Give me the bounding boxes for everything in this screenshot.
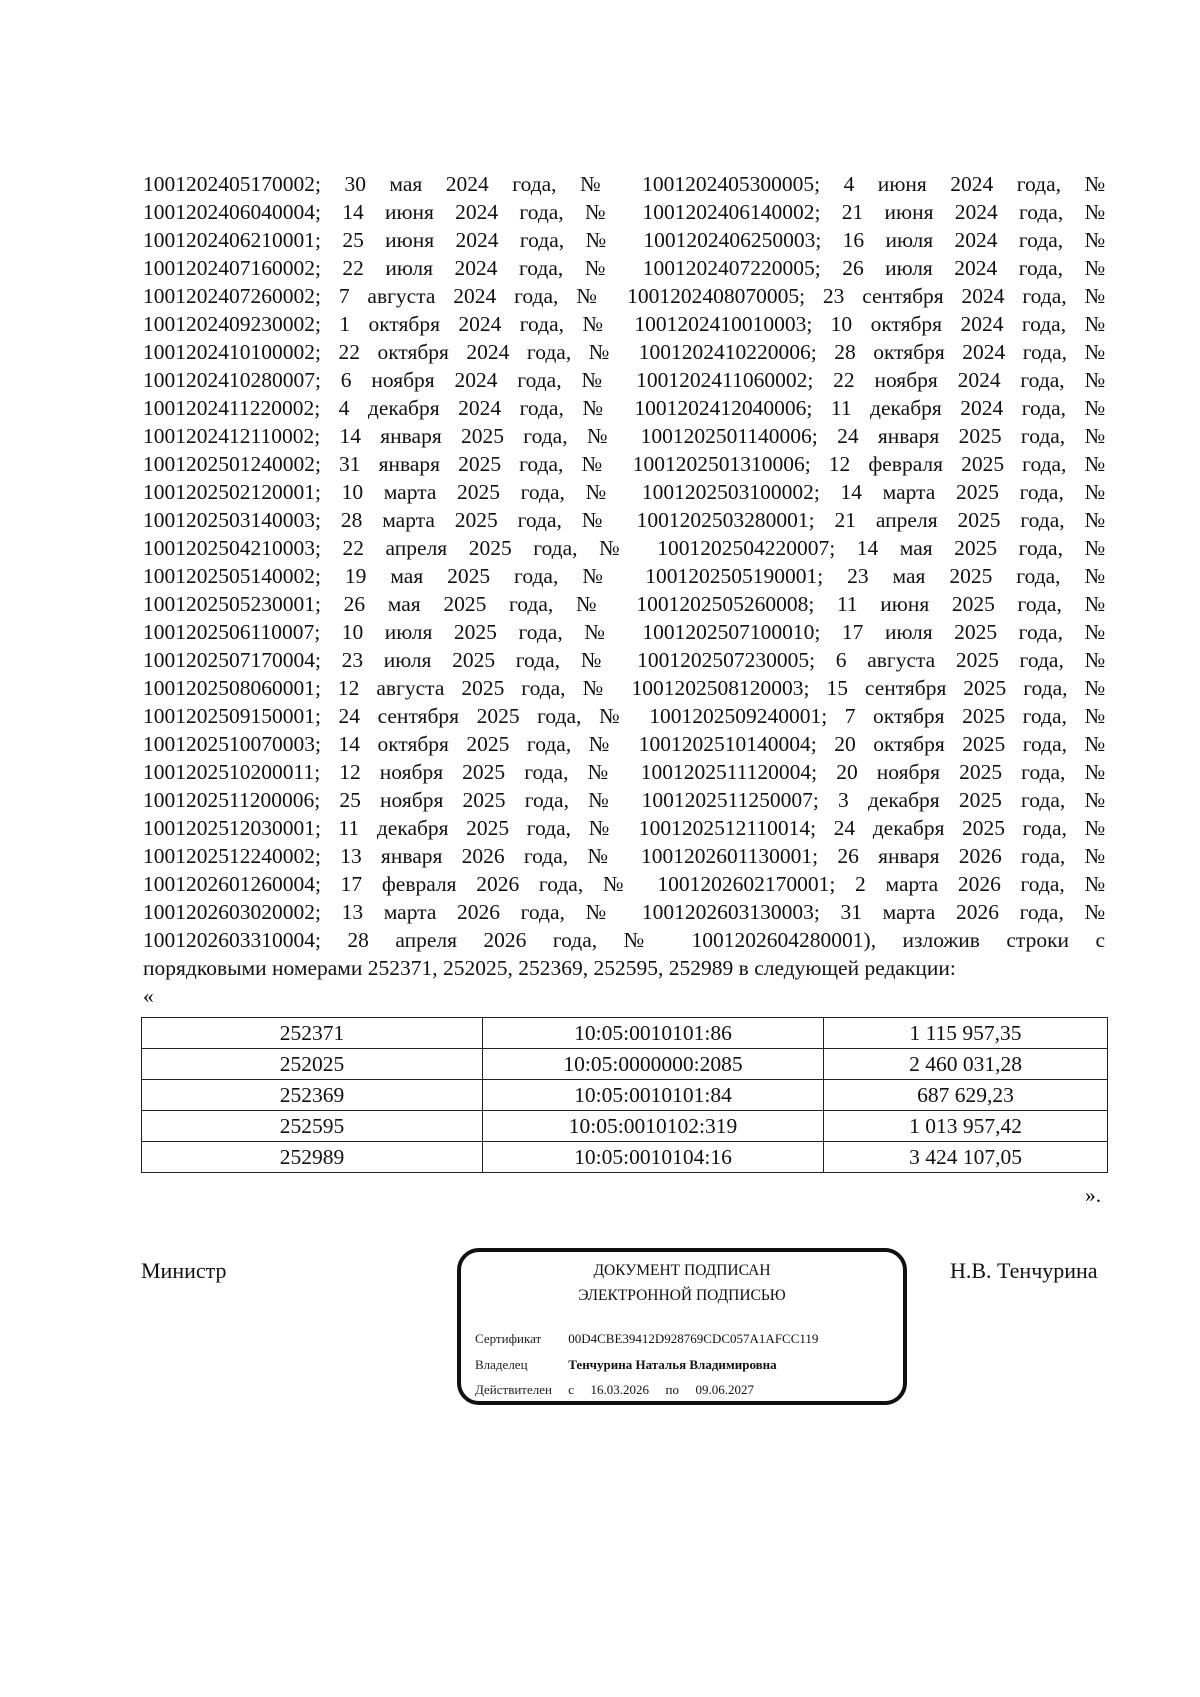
cadastral-number-cell: 10:05:0010104:16 [483, 1142, 824, 1173]
body-line: 1001202410280007; 6 ноября 2024 года, № 1001202411060002; 22 ноября 2024 года, № [143, 368, 1105, 392]
value-cell: 1 115 957,35 [824, 1018, 1108, 1049]
body-line: 1001202502120001; 10 марта 2025 года, № 1001202503100002; 14 марта 2025 года, № [143, 480, 1105, 504]
stamp-owner-row [475, 1357, 777, 1373]
owner-label: Владелец [475, 1357, 528, 1372]
body-line: 1001202511200006; 25 ноября 2025 года, № 1001202511250007; 3 декабря 2025 года, № [143, 788, 1105, 812]
stamp-validity-row [475, 1382, 754, 1398]
signer-name: Н.В. Тенчурина [950, 1258, 1098, 1283]
closing-quote: ». [1085, 1183, 1102, 1207]
body-line: 1001202510200011; 12 ноября 2025 года, № 1001202511120004; 20 ноября 2025 года, № [143, 760, 1105, 784]
row-number-cell: 252025 [142, 1049, 483, 1080]
owner-value: Тенчурина Наталья Владимировна [568, 1357, 777, 1372]
body-line: 1001202503140003; 28 марта 2025 года, № 1001202503280001; 21 апреля 2025 года, № [143, 508, 1105, 532]
body-line: 1001202505230001; 26 мая 2025 года, № 1001202505260008; 11 июня 2025 года, № [143, 592, 1105, 616]
amendment-table-body [142, 1018, 1108, 1173]
body-line: 1001202412110002; 14 января 2025 года, № 1001202501140006; 24 января 2025 года, № [143, 424, 1105, 448]
value-cell: 687 629,23 [824, 1080, 1108, 1111]
body-line: 1001202405170002; 30 мая 2024 года, № 1001202405300005; 4 июня 2024 года, № [143, 172, 1105, 196]
row-number-cell: 252369 [142, 1080, 483, 1111]
valid-to-prefix: по [665, 1382, 679, 1397]
table-row [142, 1111, 1108, 1142]
table-row [142, 1080, 1108, 1111]
cadastral-number-cell: 10:05:0010101:86 [483, 1018, 824, 1049]
body-line: 1001202508060001; 12 августа 2025 года, № 1001202508120003; 15 сентября 2025 года, № [143, 676, 1105, 700]
body-line: 1001202411220002; 4 декабря 2024 года, № 1001202412040006; 11 декабря 2024 года, № [143, 396, 1105, 420]
valid-from-date: 16.03.2026 [590, 1382, 650, 1397]
valid-from-prefix: с [568, 1382, 575, 1397]
body-line: 1001202407160002; 22 июля 2024 года, № 1001202407220005; 26 июля 2024 года, № [143, 256, 1105, 280]
document-body [143, 170, 1105, 1010]
row-number-cell: 252371 [142, 1018, 483, 1049]
body-line: 1001202507170004; 23 июля 2025 года, № 1001202507230005; 6 августа 2025 года, № [143, 648, 1105, 672]
opening-quote: « [143, 984, 154, 1008]
electronic-signature-stamp [457, 1248, 907, 1405]
stamp-certificate-row [475, 1331, 818, 1347]
value-cell: 3 424 107,05 [824, 1142, 1108, 1173]
body-line: 1001202406210001; 25 июня 2024 года, № 1001202406250003; 16 июля 2024 года, № [143, 228, 1105, 252]
body-line: 1001202510070003; 14 октября 2025 года, № 1001202510140004; 20 октября 2025 года, № [143, 732, 1105, 756]
certificate-label: Сертификат [475, 1331, 542, 1346]
cadastral-number-cell: 10:05:0010101:84 [483, 1080, 824, 1111]
body-line: 1001202509150001; 24 сентября 2025 года, № 1001202509240001; 7 октября 2025 года, № [143, 704, 1105, 728]
row-number-cell: 252595 [142, 1111, 483, 1142]
cadastral-number-cell: 10:05:0000000:2085 [483, 1049, 824, 1080]
body-text [143, 170, 1105, 982]
body-line: 1001202504210003; 22 апреля 2025 года, № 1001202504220007; 14 мая 2025 года, № [143, 536, 1105, 560]
valid-to-date: 09.06.2027 [695, 1382, 754, 1397]
certificate-value: 00D4CBE39412D928769CDC057A1AFCC119 [568, 1331, 819, 1346]
body-line: 1001202406040004; 14 июня 2024 года, № 1001202406140002; 21 июня 2024 года, № [143, 200, 1105, 224]
body-line: 1001202603020002; 13 марта 2026 года, № 1001202603130003; 31 марта 2026 года, № [143, 900, 1105, 924]
body-line: 1001202603310004; 28 апреля 2026 года, № 1001202604280001), изложив строки с [143, 928, 1105, 952]
cadastral-number-cell: 10:05:0010102:319 [483, 1111, 824, 1142]
signer-position: Министр [141, 1258, 227, 1283]
body-line: 1001202512240002; 13 января 2026 года, № 1001202601130001; 26 января 2026 года, № [143, 844, 1105, 868]
body-line: 1001202512030001; 11 декабря 2025 года, № 1001202512110014; 24 декабря 2025 года, № [143, 816, 1105, 840]
amendment-table [141, 1017, 1108, 1173]
body-line: 1001202410100002; 22 октября 2024 года, № 1001202410220006; 28 октября 2024 года, № [143, 340, 1105, 364]
body-line: 1001202407260002; 7 августа 2024 года, № 1001202408070005; 23 сентября 2024 года, № [143, 284, 1105, 308]
body-line: 1001202505140002; 19 мая 2025 года, № 1001202505190001; 23 мая 2025 года, № [143, 564, 1105, 588]
table-row [142, 1018, 1108, 1049]
value-cell: 2 460 031,28 [824, 1049, 1108, 1080]
table-row [142, 1049, 1108, 1080]
row-number-cell: 252989 [142, 1142, 483, 1173]
stamp-title-line2: ЭЛЕКТРОННОЙ ПОДПИСЬЮ [578, 1287, 786, 1304]
stamp-title-line1: ДОКУМЕНТ ПОДПИСАН [593, 1262, 771, 1279]
value-cell: 1 013 957,42 [824, 1111, 1108, 1142]
validity-label: Действителен [475, 1382, 552, 1397]
body-line: 1001202501240002; 31 января 2025 года, № 1001202501310006; 12 февраля 2025 года, № [143, 452, 1105, 476]
body-line: порядковыми номерами 252371, 252025, 252369, 252595, 252989 в следующей редакции: [143, 956, 956, 980]
table-row [142, 1142, 1108, 1173]
body-line: 1001202409230002; 1 октября 2024 года, № 1001202410010003; 10 октября 2024 года, № [143, 312, 1105, 336]
body-line: 1001202601260004; 17 февраля 2026 года, № 1001202602170001; 2 марта 2026 года, № [143, 872, 1105, 896]
body-line: 1001202506110007; 10 июля 2025 года, № 1001202507100010; 17 июля 2025 года, № [143, 620, 1105, 644]
